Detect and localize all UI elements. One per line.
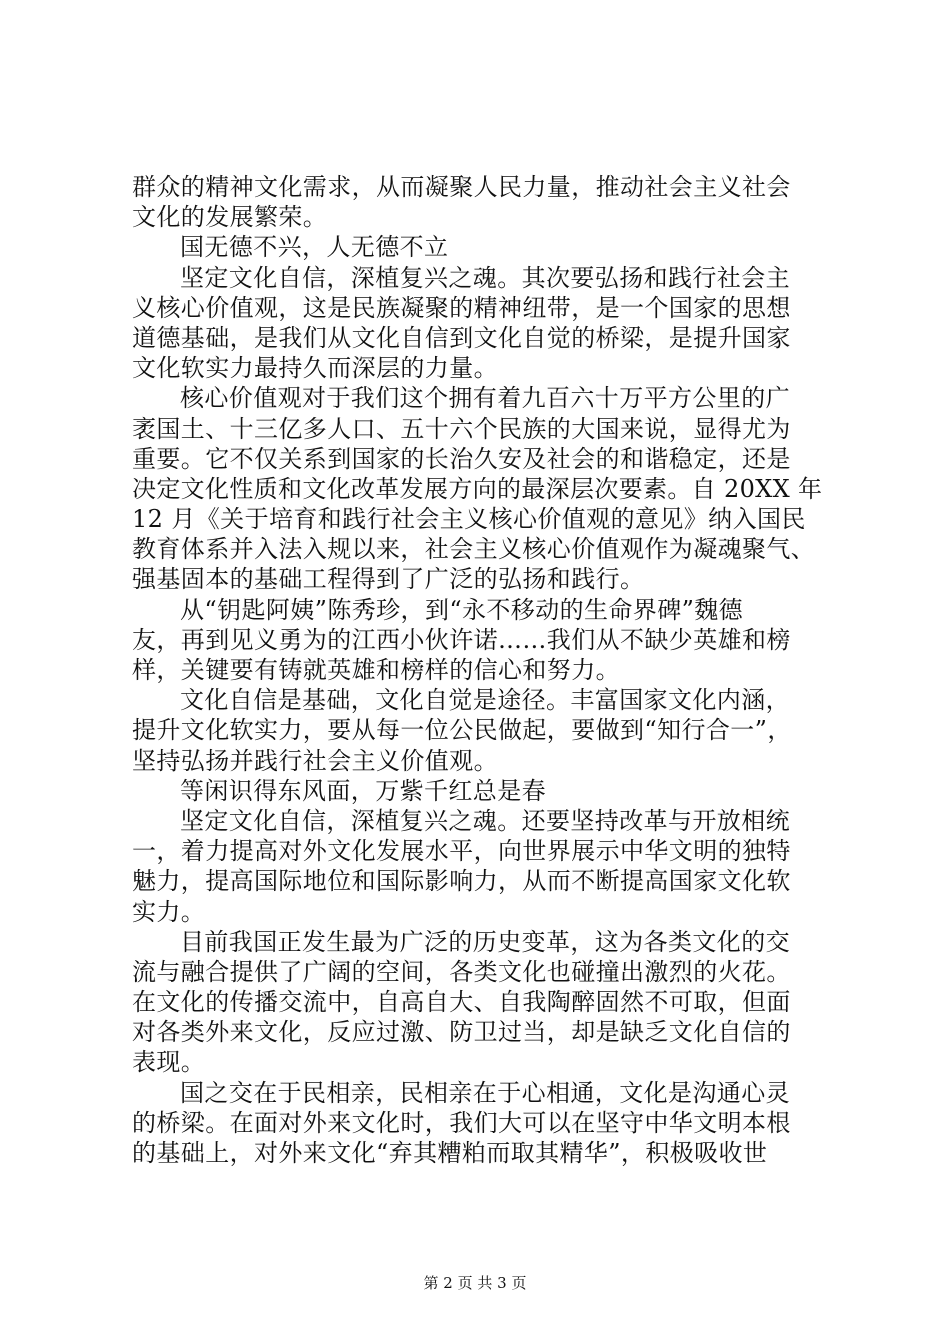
text-line: 国无德不兴，人无德不立 [180, 233, 449, 262]
text-line: 群众的精神文化需求，从而凝聚人民力量，推动社会主义社会 [132, 173, 791, 201]
text-line: 核心价值观对于我们这个拥有着九百六十万平方公里的广 [180, 384, 790, 413]
page-footer: 第 2 页 共 3 页 [423, 1274, 527, 1292]
text-line: 等闲识得东风面，万紫千红总是春 [180, 776, 546, 805]
text-line: 从“钥匙阿姨”陈秀珍，到“永不移动的生命界碑”魏德 [180, 595, 744, 624]
text-line: 决定文化性质和文化改革发展方向的最深层次要素。自 20XX 年 [132, 474, 823, 503]
text-line: 强基固本的基础工程得到了广泛的弘扬和践行。 [132, 565, 645, 594]
text-line: 义核心价值观，这是民族凝聚的精神纽带，是一个国家的思想 [132, 293, 791, 322]
text-line: 魅力，提高国际地位和国际影响力，从而不断提高国家文化软 [132, 867, 791, 896]
text-line: 在文化的传播交流中，自高自大、自我陶醉固然不可取，但面 [132, 988, 791, 1017]
text-line: 的桥梁。在面对外来文化时，我们大可以在坚守中华文明本根 [132, 1108, 791, 1137]
text-line: 坚定文化自信，深植复兴之魂。其次要弘扬和践行社会主 [180, 263, 790, 292]
text-line: 实力。 [132, 897, 206, 926]
text-line: 文化自信是基础，文化自觉是途径。丰富国家文化内涵， [180, 686, 790, 715]
text-line: 12 月《关于培育和践行社会主义核心价值观的意见》纳入国民 [132, 505, 806, 534]
text-line: 流与融合提供了广阔的空间，各类文化也碰撞出激烈的火花。 [132, 957, 791, 986]
text-line: 坚持弘扬并践行社会主义价值观。 [132, 746, 498, 775]
text-line: 文化的发展繁荣。 [132, 203, 328, 232]
text-line: 重要。它不仅关系到国家的长治久安及社会的和谐稳定，还是 [132, 444, 791, 473]
text-line: 的基础上，对外来文化“弃其糟粕而取其精华”，积极吸收世 [132, 1139, 768, 1167]
text-line: 目前我国正发生最为广泛的历史变革，这为各类文化的交 [180, 927, 790, 956]
text-line: 教育体系并入法入规以来，社会主义核心价值观作为凝魂聚气、 [132, 535, 816, 564]
text-line: 对各类外来文化，反应过激、防卫过当，却是缺乏文化自信的 [132, 1018, 791, 1047]
text-line: 国之交在于民相亲，民相亲在于心相通，文化是沟通心灵 [180, 1078, 790, 1107]
text-line: 表现。 [132, 1048, 206, 1077]
text-line: 坚定文化自信，深植复兴之魂。还要坚持改革与开放相统 [180, 806, 790, 835]
text-line: 袤国土、十三亿多人口、五十六个民族的大国来说，显得尤为 [132, 414, 791, 443]
text-line: 文化软实力最持久而深层的力量。 [132, 354, 498, 383]
text-line: 样，关键要有铸就英雄和榜样的信心和努力。 [132, 656, 620, 684]
document-body [132, 172, 822, 1168]
text-line: 一，着力提高对外文化发展水平，向世界展示中华文明的独特 [132, 837, 791, 866]
text-line: 道德基础，是我们从文化自信到文化自觉的桥梁，是提升国家 [132, 323, 791, 352]
text-line: 友，再到见义勇为的江西小伙许诺……我们从不缺少英雄和榜 [132, 625, 791, 654]
text-line: 提升文化软实力，要从每一位公民做起，要做到“知行合一”， [132, 716, 792, 745]
